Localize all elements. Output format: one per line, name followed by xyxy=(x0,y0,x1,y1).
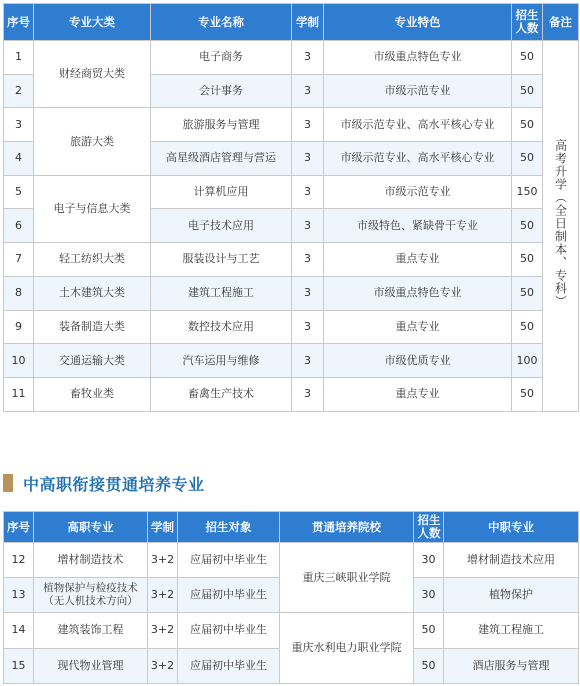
cell-feature: 市级重点特色专业 xyxy=(324,41,512,75)
cell-no: 7 xyxy=(4,243,34,277)
cell-years: 3 xyxy=(292,175,324,209)
cell-college: 重庆水利电力职业学院 xyxy=(280,613,414,683)
cell-major-name: 旅游服务与管理 xyxy=(151,108,292,142)
cell-feature: 市级优质专业 xyxy=(324,344,512,378)
cell-quota: 30 xyxy=(414,543,444,578)
section-marker-bar xyxy=(3,474,13,492)
header-college: 贯通培养院校 xyxy=(280,512,414,543)
cell-years: 3 xyxy=(292,344,324,378)
cell-category: 轻工纺织大类 xyxy=(34,243,151,277)
cell-major-name: 电子技术应用 xyxy=(151,209,292,243)
cell-no: 13 xyxy=(4,578,34,613)
cell-target: 应届初中毕业生 xyxy=(178,543,280,578)
table-header-row xyxy=(4,4,579,41)
table-row xyxy=(4,377,579,411)
cell-no: 9 xyxy=(4,310,34,344)
cell-no: 6 xyxy=(4,209,34,243)
cell-note xyxy=(543,41,579,412)
cell-years: 3 xyxy=(292,108,324,142)
cell-category: 土木建筑大类 xyxy=(34,276,151,310)
cell-feature: 市级示范专业 xyxy=(324,74,512,108)
cell-feature: 重点专业 xyxy=(324,377,512,411)
cell-no: 5 xyxy=(4,175,34,209)
cell-secondary-major: 建筑工程施工 xyxy=(444,613,579,648)
cell-major-name: 畜禽生产技术 xyxy=(151,377,292,411)
cell-secondary-major: 酒店服务与管理 xyxy=(444,648,579,683)
cell-years: 3 xyxy=(292,377,324,411)
table-row xyxy=(4,108,579,142)
cell-quota: 50 xyxy=(414,613,444,648)
header-years: 学制 xyxy=(148,512,178,543)
cell-no: 15 xyxy=(4,648,34,683)
cell-major-name: 服装设计与工艺 xyxy=(151,243,292,277)
cell-category: 电子与信息大类 xyxy=(34,175,151,242)
cell-feature: 市级示范专业 xyxy=(324,175,512,209)
table-row xyxy=(4,243,579,277)
cell-category: 装备制造大类 xyxy=(34,310,151,344)
table-row xyxy=(4,41,579,75)
cell-category: 财经商贸大类 xyxy=(34,41,151,108)
cell-feature: 市级重点特色专业 xyxy=(324,276,512,310)
cell-major-name: 建筑工程施工 xyxy=(151,276,292,310)
header-secondary-major: 中职专业 xyxy=(444,512,579,543)
cell-quota: 50 xyxy=(512,377,543,411)
header-quota-text: 招生人数 xyxy=(417,513,441,540)
section-title: 中高职衔接贯通培养专业 xyxy=(23,474,205,494)
cell-quota: 50 xyxy=(414,648,444,683)
table-row xyxy=(4,613,579,648)
cell-major-name: 汽车运用与维修 xyxy=(151,344,292,378)
cell-years: 3 xyxy=(292,74,324,108)
cell-years: 3+2 xyxy=(148,578,178,613)
cell-no: 2 xyxy=(4,74,34,108)
table-row xyxy=(4,543,579,578)
table-row xyxy=(4,276,579,310)
cell-no: 14 xyxy=(4,613,34,648)
cell-no: 11 xyxy=(4,377,34,411)
cell-no: 8 xyxy=(4,276,34,310)
cell-major-name: 会计事务 xyxy=(151,74,292,108)
cell-higher-major: 增材制造技术 xyxy=(34,543,148,578)
header-category: 专业大类 xyxy=(34,4,151,41)
cell-no: 10 xyxy=(4,344,34,378)
table-row xyxy=(4,310,579,344)
enrollment-table xyxy=(3,3,579,412)
cell-quota: 100 xyxy=(512,344,543,378)
table-header-row xyxy=(4,512,579,543)
cell-years: 3+2 xyxy=(148,613,178,648)
cell-years: 3 xyxy=(292,41,324,75)
cell-feature: 市级示范专业、高水平核心专业 xyxy=(324,108,512,142)
cell-major-name: 计算机应用 xyxy=(151,175,292,209)
cell-no: 4 xyxy=(4,142,34,176)
header-higher-major: 高职专业 xyxy=(34,512,148,543)
cell-quota: 150 xyxy=(512,175,543,209)
cell-category: 交通运输大类 xyxy=(34,344,151,378)
cell-college: 重庆三峡职业学院 xyxy=(280,543,414,613)
cell-quota: 50 xyxy=(512,142,543,176)
cell-quota: 30 xyxy=(414,578,444,613)
cell-feature: 市级特色、紧缺骨干专业 xyxy=(324,209,512,243)
cell-no: 1 xyxy=(4,41,34,75)
cell-years: 3 xyxy=(292,142,324,176)
header-quota xyxy=(414,512,444,543)
header-no: 序号 xyxy=(4,4,34,41)
section-heading xyxy=(3,470,205,496)
header-years: 学制 xyxy=(292,4,324,41)
cell-years: 3 xyxy=(292,243,324,277)
header-target: 招生对象 xyxy=(178,512,280,543)
joint-program-table xyxy=(3,511,579,684)
header-quota xyxy=(512,4,543,41)
cell-category: 畜牧业类 xyxy=(34,377,151,411)
cell-years: 3+2 xyxy=(148,543,178,578)
cell-years: 3 xyxy=(292,310,324,344)
cell-quota: 50 xyxy=(512,74,543,108)
header-feature: 专业特色 xyxy=(324,4,512,41)
cell-quota: 50 xyxy=(512,209,543,243)
header-no: 序号 xyxy=(4,512,34,543)
cell-higher-major: 建筑装饰工程 xyxy=(34,613,148,648)
cell-quota: 50 xyxy=(512,41,543,75)
cell-quota: 50 xyxy=(512,276,543,310)
cell-higher-major: 植物保护与检疫技术 （无人机技术方向） xyxy=(34,578,148,613)
cell-target: 应届初中毕业生 xyxy=(178,578,280,613)
cell-category: 旅游大类 xyxy=(34,108,151,175)
cell-no: 12 xyxy=(4,543,34,578)
cell-years: 3 xyxy=(292,276,324,310)
table-row xyxy=(4,344,579,378)
cell-secondary-major: 增材制造技术应用 xyxy=(444,543,579,578)
cell-major-name: 高星级酒店管理与营运 xyxy=(151,142,292,176)
cell-secondary-major: 植物保护 xyxy=(444,578,579,613)
cell-higher-major: 现代物业管理 xyxy=(34,648,148,683)
cell-feature: 重点专业 xyxy=(324,243,512,277)
cell-major-name: 电子商务 xyxy=(151,41,292,75)
cell-quota: 50 xyxy=(512,243,543,277)
cell-target: 应届初中毕业生 xyxy=(178,613,280,648)
cell-quota: 50 xyxy=(512,310,543,344)
cell-target: 应届初中毕业生 xyxy=(178,648,280,683)
cell-major-name: 数控技术应用 xyxy=(151,310,292,344)
cell-quota: 50 xyxy=(512,108,543,142)
header-major-name: 专业名称 xyxy=(151,4,292,41)
cell-no: 3 xyxy=(4,108,34,142)
table-row xyxy=(4,175,579,209)
note-text: 高考升学（全日制本、专科） xyxy=(553,139,568,309)
cell-feature: 重点专业 xyxy=(324,310,512,344)
header-note: 备注 xyxy=(543,4,579,41)
header-quota-text: 招生人数 xyxy=(515,8,539,35)
cell-years: 3 xyxy=(292,209,324,243)
cell-feature: 市级示范专业、高水平核心专业 xyxy=(324,142,512,176)
cell-years: 3+2 xyxy=(148,648,178,683)
